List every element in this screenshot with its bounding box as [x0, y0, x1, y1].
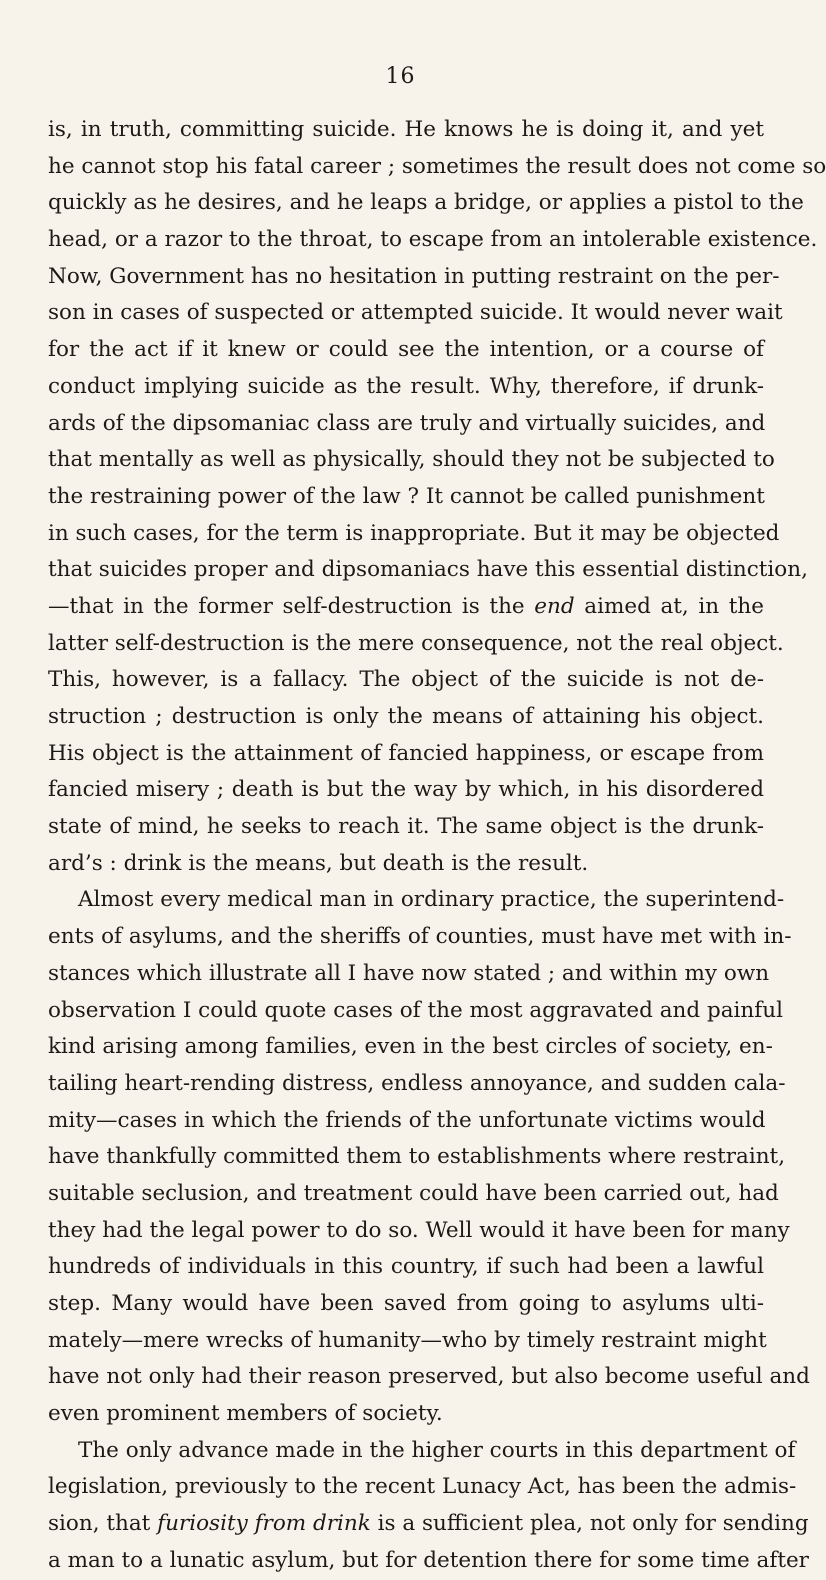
text-line: conduct implying suicide as the result. Why, therefore, if drunk- [48, 373, 764, 399]
text-line [48, 589, 764, 626]
text-line: head, or a razor to the throat, to escape from an intolerable existence. [48, 227, 818, 253]
text-line: hundreds of individuals in this country, if such had been a lawful [48, 1254, 764, 1280]
text-line: tailing heart-rending distress, endless annoyance, and sudden cala- [48, 1070, 786, 1096]
text-line: latter self-destruction is the mere consequence, not the real object. [48, 630, 784, 656]
text-line: stances which illustrate all I have now stated ; and within my own [48, 960, 770, 986]
text-line: son in cases of suspected or attempted suicide. It would never wait [48, 300, 783, 326]
text-line: mity—cases in which the friends of the unfortunate victims would [48, 1107, 766, 1133]
text-line: even prominent members of society. [48, 1401, 443, 1427]
text-segment: —that in the former self-destruction is the [48, 593, 535, 619]
text-line: is, in truth, committing suicide. He knows he is doing it, and yet [48, 117, 764, 142]
text-line: His object is the attainment of fancied happiness, or escape from [48, 740, 764, 766]
text-line: for the act if it knew or could see the intention, or a course of [48, 337, 764, 363]
text-line: Almost every medical man in ordinary practice, the superintend- [78, 887, 785, 913]
text-line: have thankfully committed them to establishments where restraint, [48, 1144, 786, 1170]
text-segment: is a sufficient plea, not only for sending [370, 1511, 809, 1537]
text-line: kind arising among families, even in the best circles of society, en- [48, 1034, 773, 1060]
text-segment: sion, that [48, 1511, 158, 1537]
italic-text: furiosity from drink [157, 1511, 371, 1537]
body-text [48, 112, 826, 1580]
text-line: quickly as he desires, and he leaps a bridge, or applies a pistol to the [48, 190, 804, 216]
text-line: Now, Government has no hesitation in putting restraint on the per- [48, 263, 780, 289]
text-line: a man to a lunatic asylum, but for detention there for some time after [48, 1547, 809, 1573]
text-line: ard’s : drink is the means, but death is the result. [48, 850, 589, 876]
text-line: he cannot stop his fatal career ; sometimes the result does not come so [48, 153, 826, 179]
text-line: struction ; destruction is only the means of attaining his object. [48, 704, 764, 729]
text-line: This, however, is a fallacy. The object of the suicide is not de- [48, 667, 764, 693]
text-line [48, 1506, 809, 1543]
text-line: have not only had their reason preserved, but also become useful and [48, 1364, 810, 1390]
text-line: step. Many would have been saved from going to asylums ulti- [48, 1291, 764, 1316]
text-line: in such cases, for the term is inappropriate. But it may be objected [48, 520, 780, 546]
text-line: state of mind, he seeks to reach it. The same object is the drunk- [48, 814, 764, 840]
text-segment: aimed at, in the [574, 593, 764, 619]
text-line: legislation, previously to the recent Lunacy Act, has been the admis- [48, 1474, 797, 1500]
text-line: suitable seclusion, and treatment could have been carried out, had [48, 1180, 779, 1206]
text-line: that mentally as well as physically, should they not be subjected to [48, 447, 775, 473]
text-line: fancied misery ; death is but the way by which, in his disordered [48, 777, 764, 803]
text-line: they had the legal power to do so. Well would it have been for many [48, 1217, 790, 1243]
italic-text: end [534, 593, 575, 619]
text-line: The only advance made in the higher courts in this department of [78, 1437, 796, 1463]
text-line: observation I could quote cases of the most aggravated and painful [48, 997, 783, 1023]
text-line: mately—mere wrecks of humanity—who by timely restraint might [48, 1327, 767, 1353]
text-line: that suicides proper and dipsomaniacs have this essential distinction, [48, 557, 808, 583]
text-line: the restraining power of the law ? It cannot be called punishment [48, 483, 765, 509]
page-number: 16 [385, 64, 416, 89]
text-line: ards of the dipsomaniac class are truly and virtually suicides, and [48, 410, 766, 436]
text-line: ents of asylums, and the sheriffs of counties, must have met with in- [48, 924, 792, 950]
